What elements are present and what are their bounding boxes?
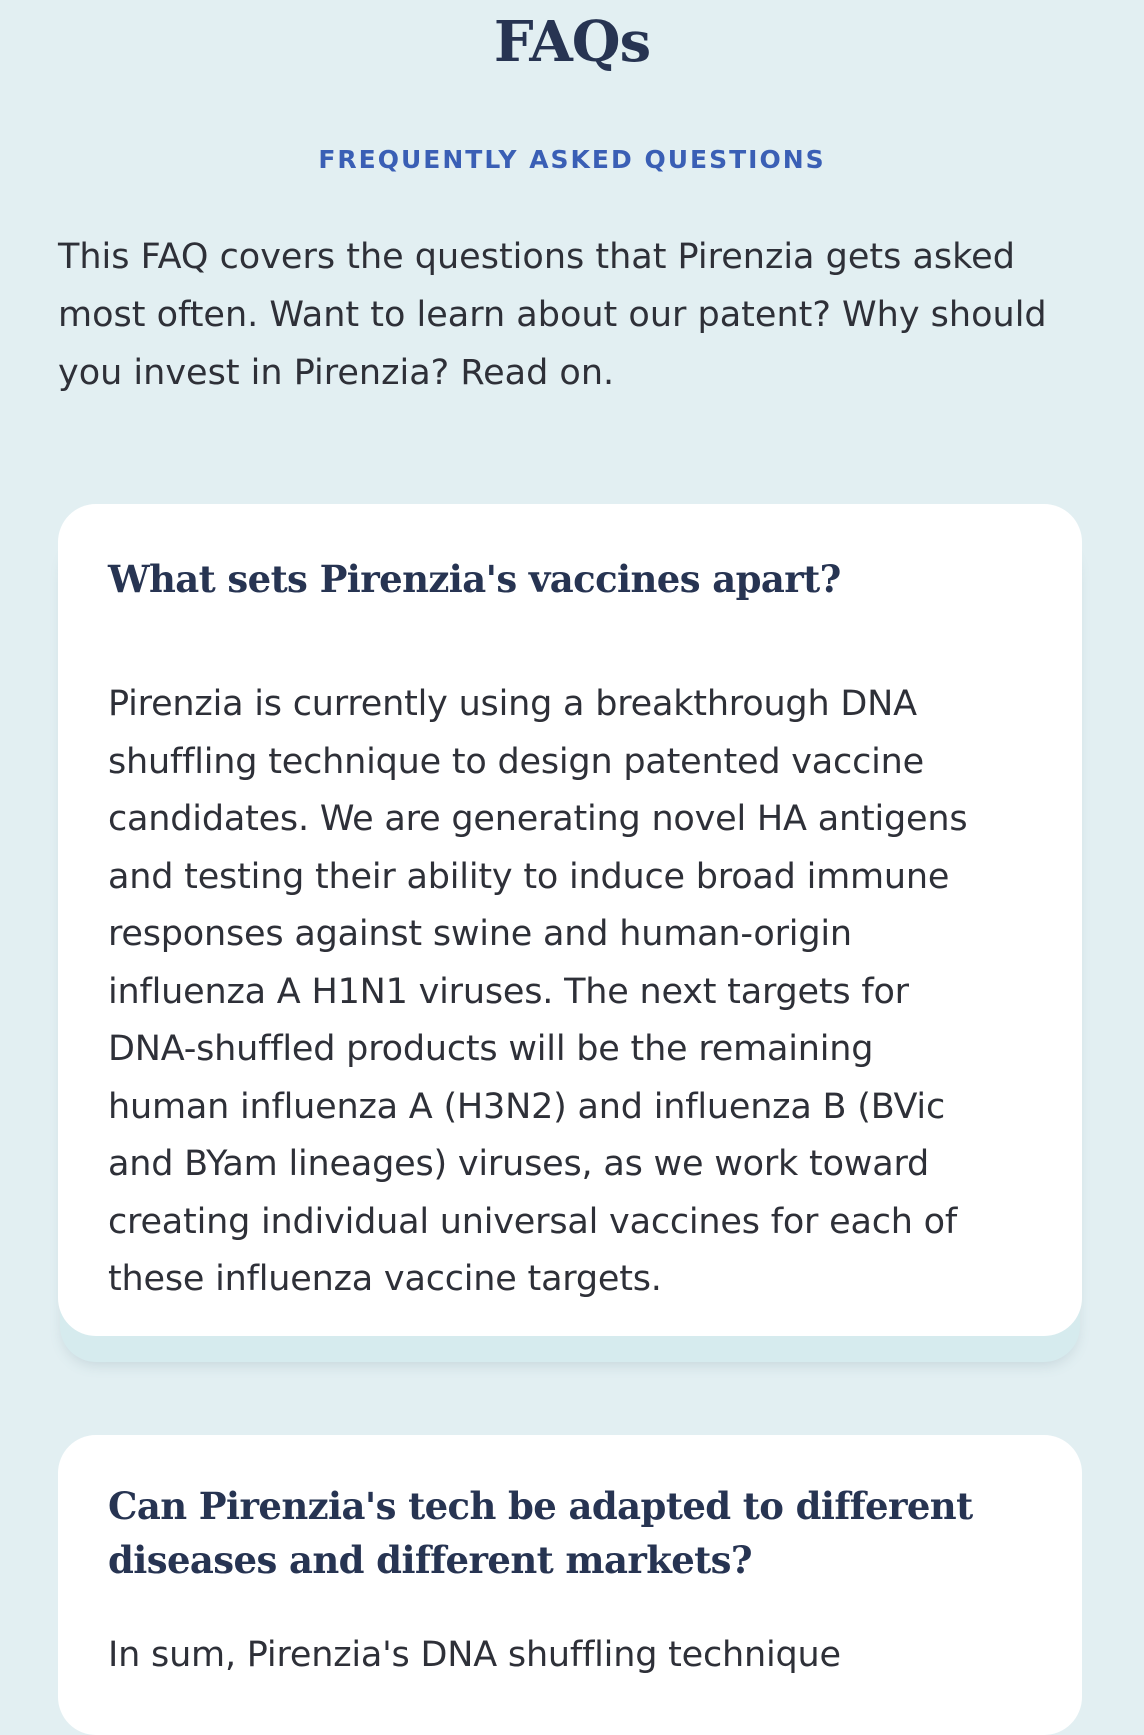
faq-answer: In sum, Pirenzia's DNA shuffling technique: [108, 1635, 841, 1675]
faq-answer: Pirenzia is currently using a breakthrough DNA shuffling technique to design patented vaccine candidates. We are generating novel HA antigens and testing their ability to induce broad immune responses against swine and human-origin influenza A H1N1 viruses. The next targets for DNA-shuffled products will be the remaining human influenza A (H3N2) and influenza B (BVic and BYam lineages) viruses, as we work toward creating individual universal vaccines for each of these influenza vaccine targets.: [108, 684, 968, 1299]
faq-subtitle: FREQUENTLY ASKED QUESTIONS: [318, 145, 826, 174]
faq-question[interactable]: Can Pirenzia's tech be adapted to different diseases and different markets?: [108, 1484, 973, 1582]
faq-card-vaccines: [58, 504, 1082, 1336]
faq-question[interactable]: What sets Pirenzia's vaccines apart?: [108, 557, 841, 601]
page-title: FAQs: [493, 9, 651, 75]
faq-card-adaptability: [58, 1435, 1082, 1735]
faq-intro: This FAQ covers the questions that Pirenzia gets asked most often. Want to learn about our patent? Why should you invest in Pirenzia? Read on.: [58, 237, 1047, 393]
